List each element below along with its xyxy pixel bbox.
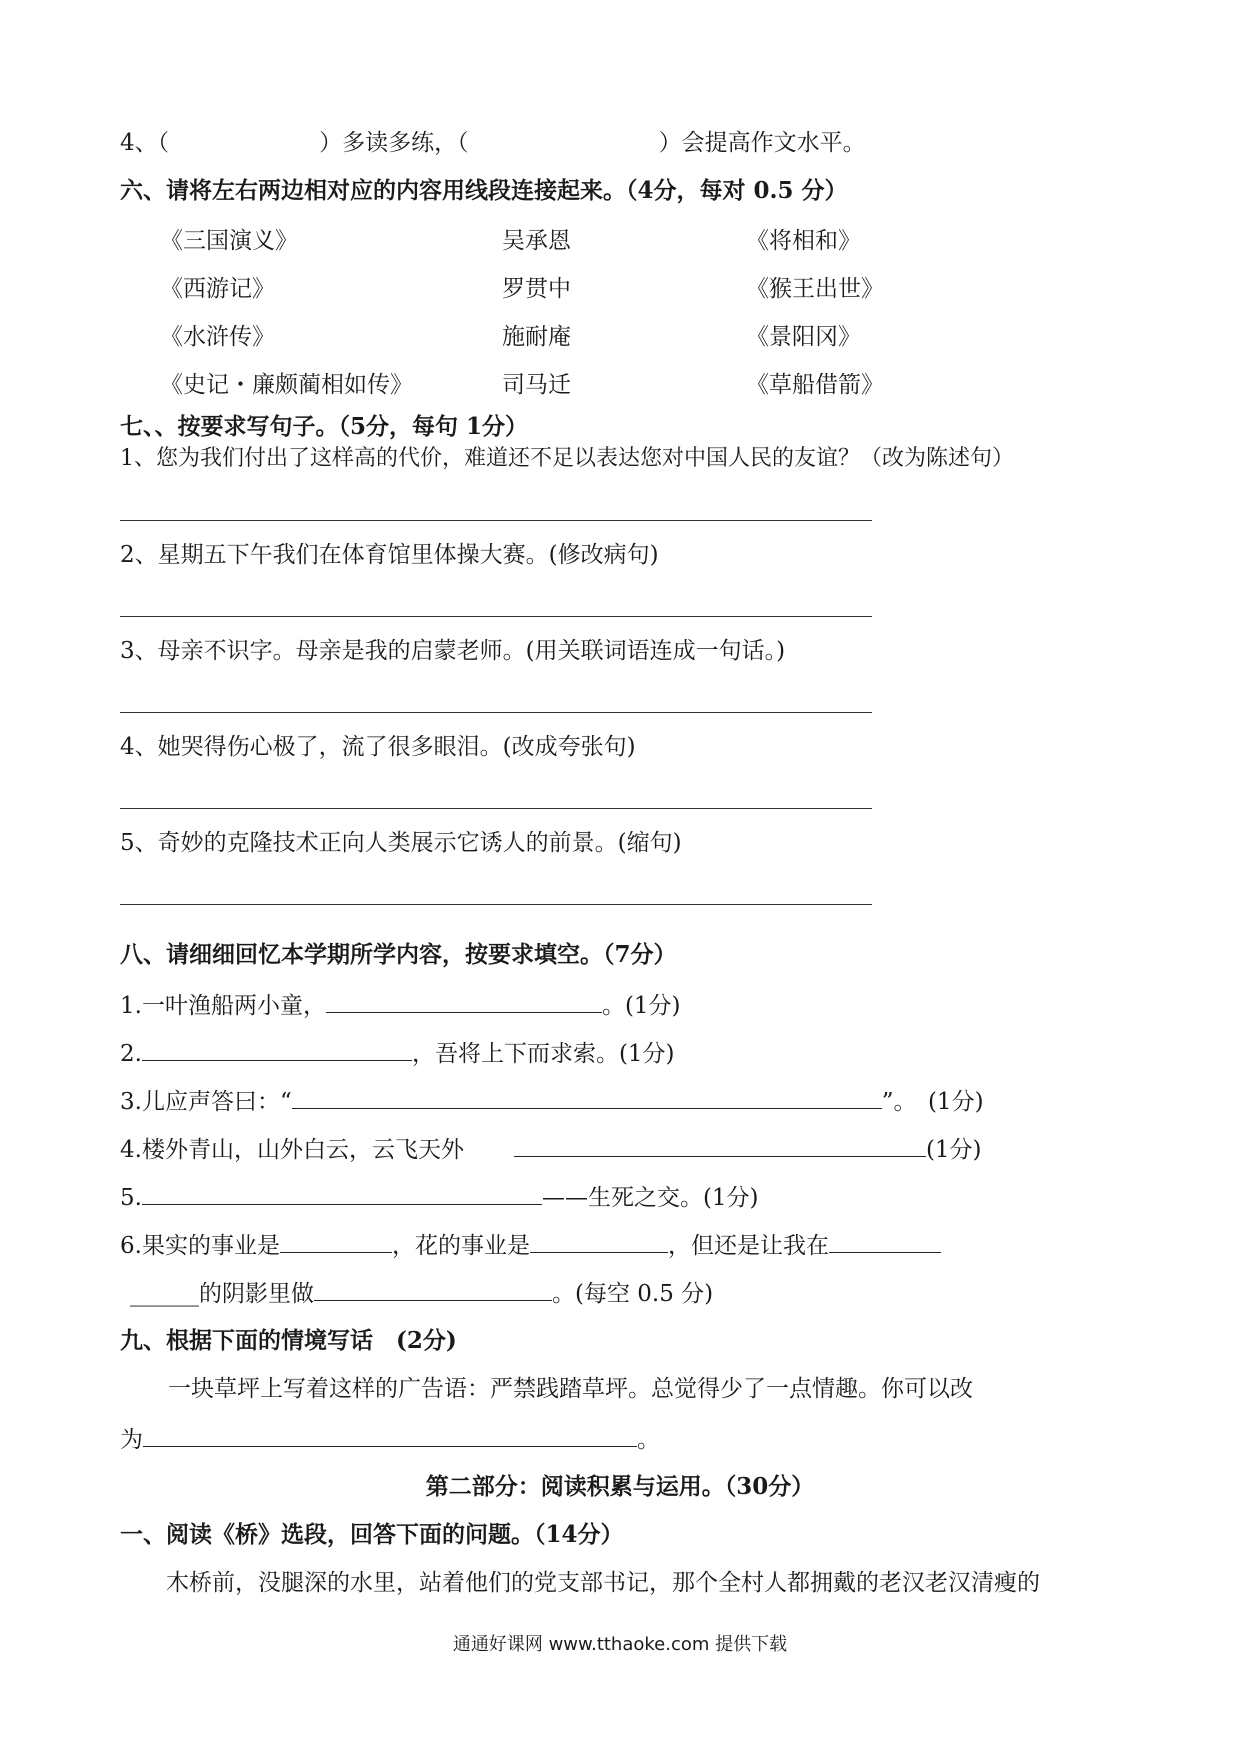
book-left-4: 《史记・廉颇蔺相如传》 bbox=[160, 372, 413, 398]
situation-answer: 为 。 bbox=[120, 1422, 660, 1455]
book-left-3: 《水浒传》 bbox=[160, 324, 275, 350]
fill-blank-6d[interactable] bbox=[314, 1276, 552, 1301]
fill-blank-6b[interactable] bbox=[530, 1228, 668, 1253]
story-right-4: 《草船借箭》 bbox=[746, 372, 884, 398]
section-8-title: 八、请细细回忆本学期所学内容，按要求填空。（7分） bbox=[120, 941, 677, 968]
section-6-title: 六、请将左右两边相对应的内容用线段连接起来。（4分，每对 0.5 分） bbox=[120, 177, 848, 204]
sentence-task-2: 2、星期五下午我们在体育馆里体操大赛。(修改病句) bbox=[120, 542, 659, 568]
part-2-title: 第二部分：阅读积累与运用。（30分） bbox=[425, 1473, 815, 1500]
fill-6-cont: ______的阴影里做 。(每空 0.5 分) bbox=[130, 1276, 713, 1309]
author-3: 施耐庵 bbox=[502, 324, 571, 350]
section-9-title: 九、根据下面的情境写话 (2分) bbox=[120, 1327, 457, 1354]
answer-line-5[interactable] bbox=[120, 904, 872, 905]
book-left-1: 《三国演义》 bbox=[160, 228, 298, 254]
fill-6: 6.果实的事业是 ，花的事业是 ，但还是让我在 bbox=[120, 1228, 941, 1261]
situation-text: 一块草坪上写着这样的广告语：严禁践踏草坪。总觉得少了一点情趣。你可以改 bbox=[168, 1376, 973, 1402]
footer-source: 通通好课网 www.tthaoke.com 提供下载 bbox=[452, 1634, 788, 1655]
author-2: 罗贯中 bbox=[502, 276, 571, 302]
fill-1: 1.一叶渔船两小童， 。(1分) bbox=[120, 988, 681, 1021]
fill-blank-4[interactable] bbox=[514, 1132, 926, 1157]
author-1: 吴承恩 bbox=[502, 228, 571, 254]
situation-blank[interactable] bbox=[143, 1422, 637, 1447]
fill-5: 5. ——生死之交。(1分) bbox=[120, 1180, 759, 1213]
fill-4: 4.楼外青山，山外白云，云飞天外 (1分) bbox=[120, 1132, 982, 1165]
fill-2: 2. ，吾将上下而求索。(1分) bbox=[120, 1036, 675, 1069]
story-right-1: 《将相和》 bbox=[746, 228, 861, 254]
fill-blank-2[interactable] bbox=[142, 1036, 412, 1061]
sentence-task-1: 1、您为我们付出了这样高的代价，难道还不足以表达您对中国人民的友谊？（改为陈述句） bbox=[120, 446, 1015, 471]
answer-line-4[interactable] bbox=[120, 808, 872, 809]
sentence-task-3: 3、母亲不识字。母亲是我的启蒙老师。(用关联词语连成一句话。) bbox=[120, 638, 786, 664]
answer-line-2[interactable] bbox=[120, 616, 872, 617]
sentence-task-4: 4、她哭得伤心极了，流了很多眼泪。(改成夸张句) bbox=[120, 734, 636, 760]
section-7-title: 七、、按要求写句子。（5分，每句 1分） bbox=[120, 413, 529, 440]
story-right-3: 《景阳冈》 bbox=[746, 324, 861, 350]
q4-line: 4、（ ）多读多练，（ ）会提高作文水平。 bbox=[120, 130, 866, 156]
answer-line-3[interactable] bbox=[120, 712, 872, 713]
reading-passage: 木桥前，没腿深的水里，站着他们的党支部书记，那个全村人都拥戴的老汉老汉清瘦的 bbox=[166, 1570, 1040, 1596]
answer-line-1[interactable] bbox=[120, 520, 872, 521]
sentence-task-5: 5、奇妙的克隆技术正向人类展示它诱人的前景。(缩句) bbox=[120, 830, 682, 856]
story-right-2: 《猴王出世》 bbox=[746, 276, 884, 302]
fill-3: 3.儿应声答曰：“ ”。 (1分) bbox=[120, 1084, 984, 1117]
book-left-2: 《西游记》 bbox=[160, 276, 275, 302]
fill-blank-1[interactable] bbox=[326, 988, 602, 1013]
fill-blank-5[interactable] bbox=[142, 1180, 542, 1205]
reading-q1-title: 一、阅读《桥》选段，回答下面的问题。（14分） bbox=[120, 1521, 624, 1548]
fill-blank-6c[interactable] bbox=[829, 1228, 941, 1253]
fill-blank-3[interactable] bbox=[292, 1084, 882, 1109]
author-4: 司马迁 bbox=[502, 372, 571, 398]
fill-blank-6a[interactable] bbox=[280, 1228, 392, 1253]
